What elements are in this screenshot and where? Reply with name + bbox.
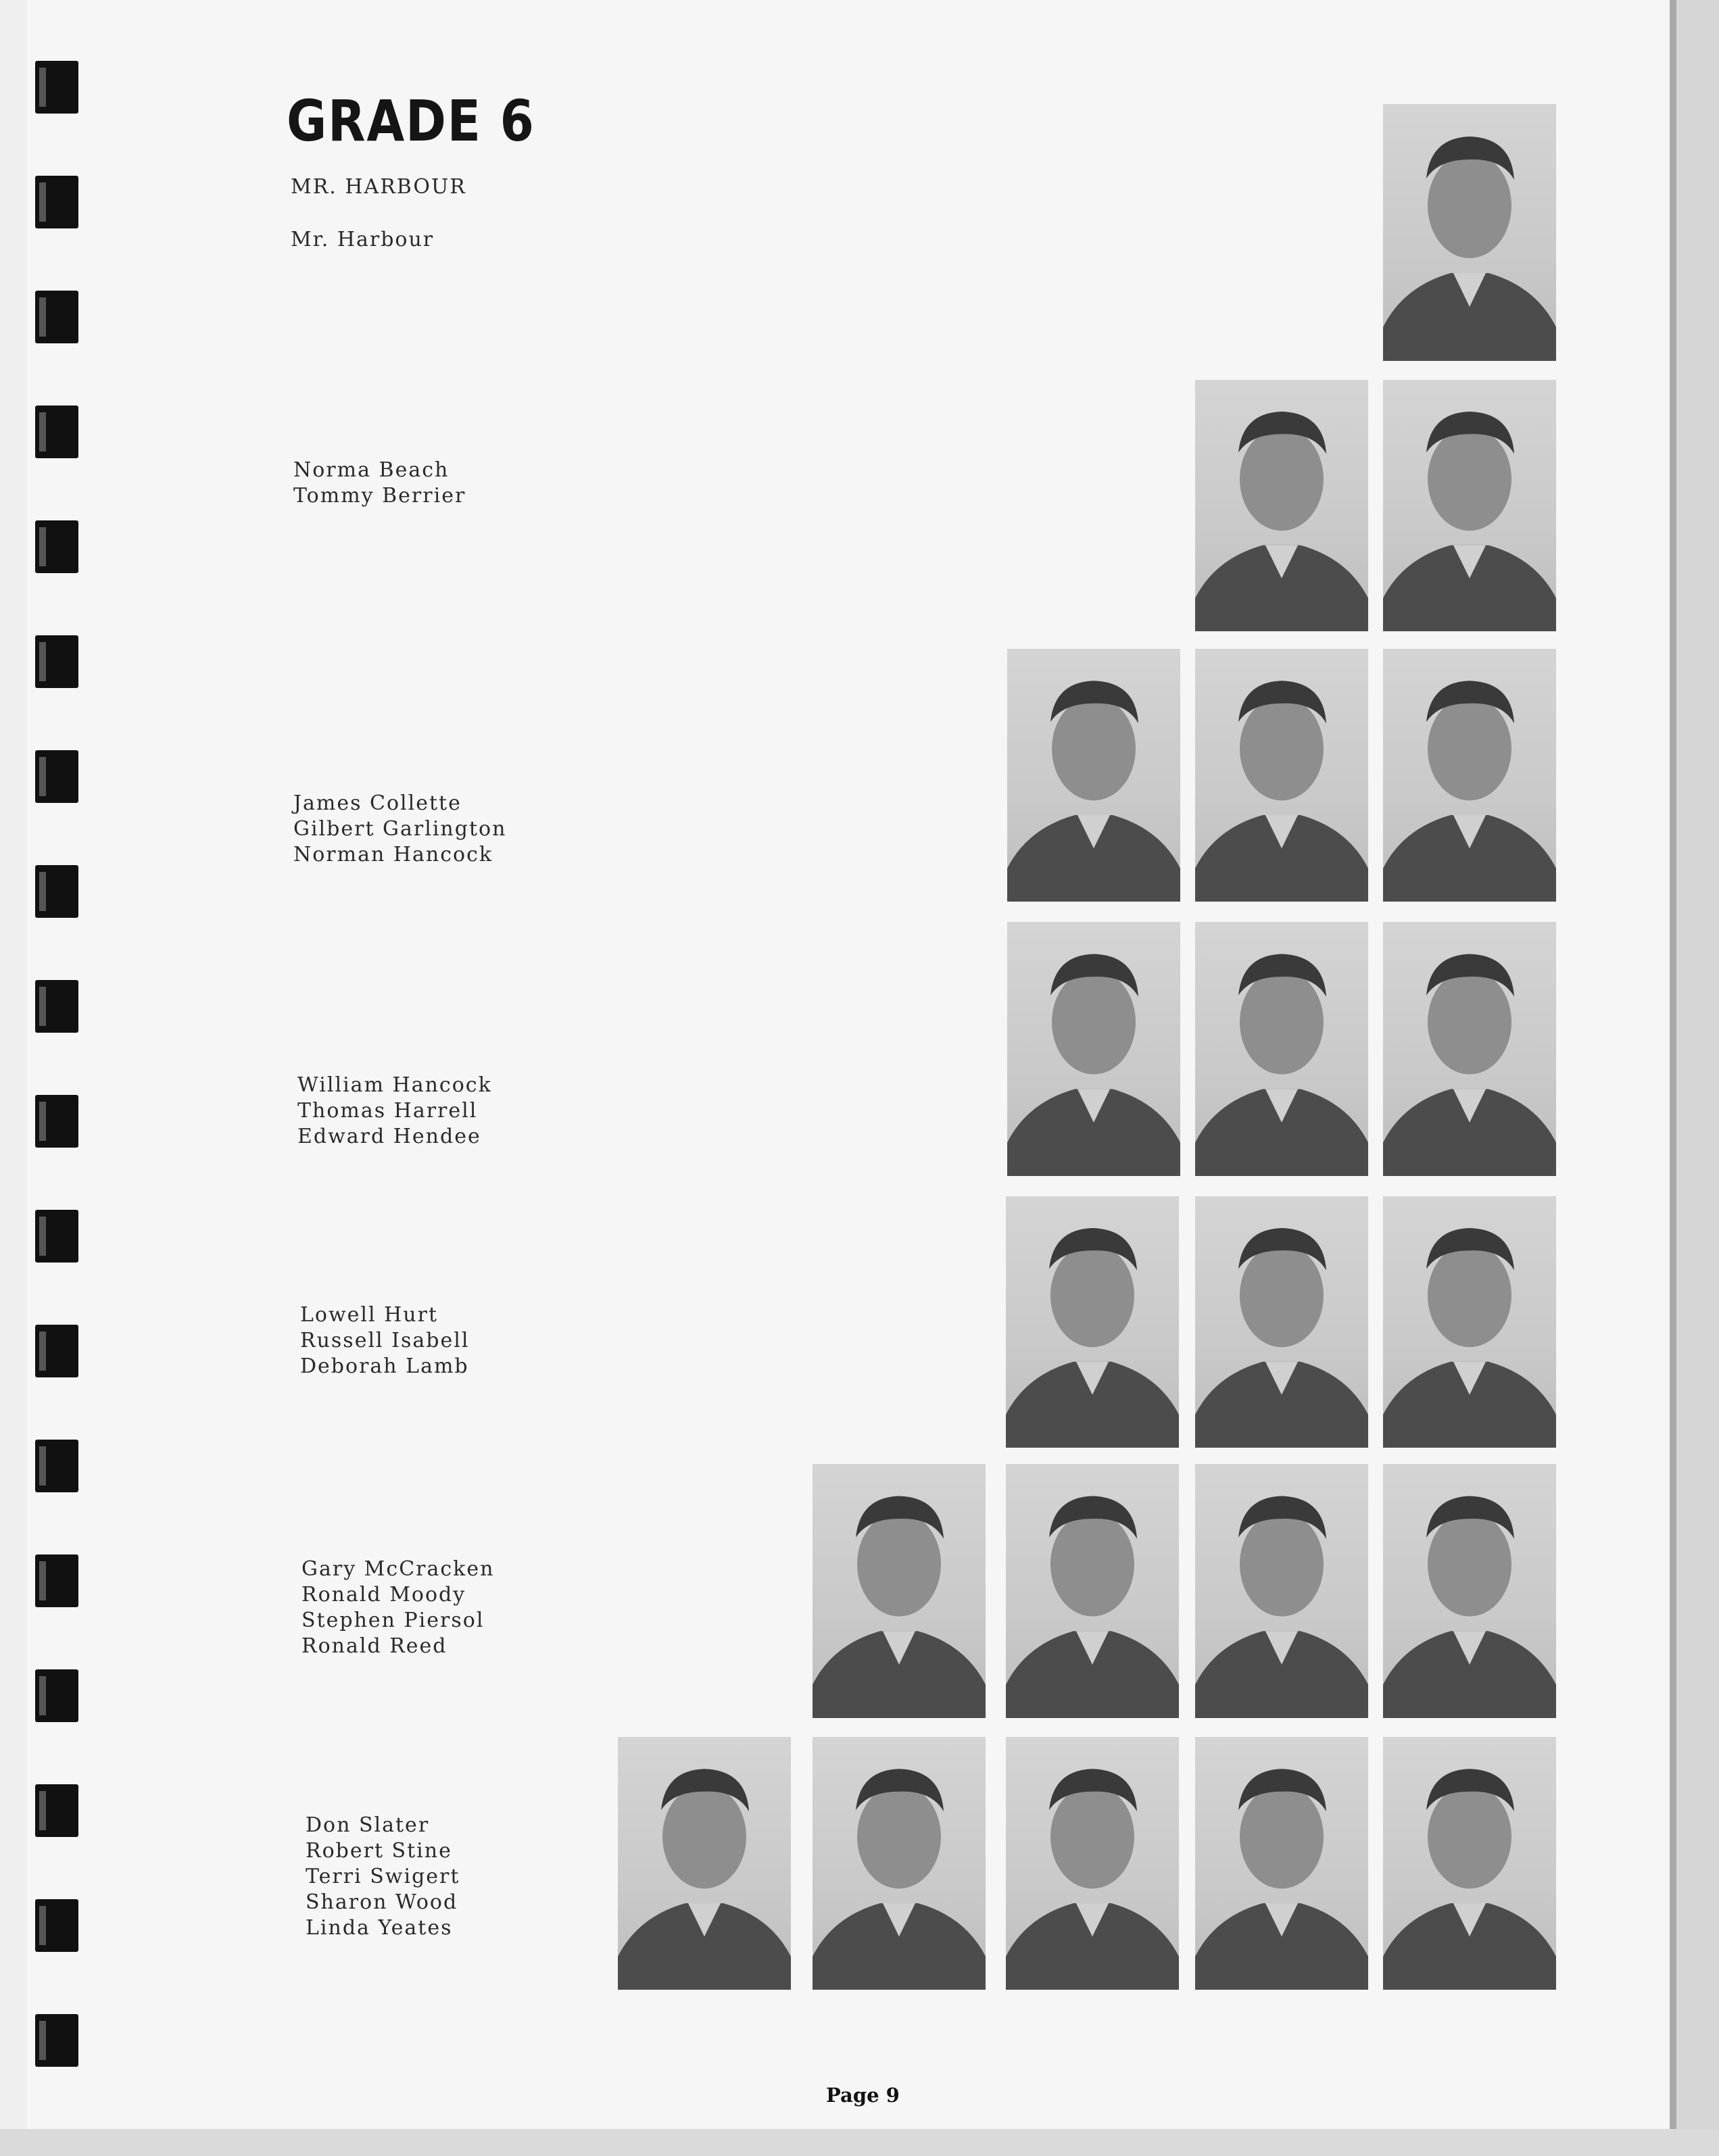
student-name: Don Slater: [306, 1813, 430, 1837]
student-photo: [1383, 1196, 1556, 1448]
student-photo: [1195, 1196, 1368, 1448]
student-name: Lowell Hurt: [300, 1303, 439, 1327]
spiral-binding: [35, 54, 78, 2109]
binding-ring: [35, 1210, 78, 1263]
student-photo: [1006, 1464, 1179, 1718]
teacher-caption: Mr. Harbour: [291, 228, 435, 251]
teacher-heading: MR. HARBOUR: [291, 175, 466, 199]
binding-ring: [35, 635, 78, 688]
student-name: Gary McCracken: [301, 1557, 495, 1581]
binding-ring: [35, 1669, 78, 1722]
name-list-row-2: [293, 791, 506, 868]
page-edge: [1676, 0, 1719, 2156]
student-photo: [813, 1464, 986, 1718]
binding-ring: [35, 1325, 78, 1377]
binding-ring: [35, 1554, 78, 1607]
teacher-photo: [1383, 104, 1556, 361]
name-list-row-4: [300, 1302, 469, 1379]
student-photo: [1383, 380, 1556, 631]
binding-ring: [35, 61, 78, 114]
student-photo: [1195, 649, 1368, 902]
student-name: Tommy Berrier: [293, 484, 466, 508]
student-name: Deborah Lamb: [300, 1354, 469, 1378]
student-name: Terri Swigert: [306, 1865, 460, 1888]
bottom-edge: [0, 2129, 1719, 2156]
student-photo: [1383, 649, 1556, 902]
student-photo: [1195, 380, 1368, 631]
student-photo: [1383, 922, 1556, 1176]
student-photo: [618, 1737, 791, 1990]
student-name: Norma Beach: [293, 458, 450, 482]
binding-ring: [35, 1095, 78, 1148]
student-name: Robert Stine: [306, 1839, 452, 1863]
student-photo: [1195, 922, 1368, 1176]
page-edge-shadow: [1670, 0, 1676, 2156]
student-photo: [1383, 1464, 1556, 1718]
binding-ring: [35, 750, 78, 803]
student-name: Stephen Piersol: [301, 1609, 485, 1632]
student-photo: [1383, 1737, 1556, 1990]
student-photo: [1006, 1196, 1179, 1448]
student-name: Linda Yeates: [306, 1916, 453, 1940]
binding-ring: [35, 2014, 78, 2067]
binding-ring: [35, 1784, 78, 1837]
name-list-row-3: [297, 1073, 492, 1150]
student-name: Norman Hancock: [293, 843, 493, 866]
student-photo: [1006, 1737, 1179, 1990]
student-photo: [1195, 1464, 1368, 1718]
student-name: Ronald Moody: [301, 1583, 466, 1607]
name-list-row-5: [301, 1557, 494, 1659]
student-name: William Hancock: [297, 1073, 492, 1097]
student-name: Sharon Wood: [306, 1890, 458, 1914]
student-photo: [813, 1737, 986, 1990]
binding-ring: [35, 1440, 78, 1492]
page-title: GRADE 6: [287, 88, 535, 154]
binding-ring: [35, 980, 78, 1033]
student-name: Edward Hendee: [297, 1125, 481, 1148]
binding-ring: [35, 520, 78, 573]
binding-ring: [35, 865, 78, 918]
name-list-row-6: [306, 1813, 460, 1941]
student-photo: [1195, 1737, 1368, 1990]
student-photo: [1007, 649, 1180, 902]
student-name: Thomas Harrell: [297, 1099, 478, 1123]
student-name: Gilbert Garlington: [293, 817, 507, 841]
binding-ring: [35, 291, 78, 343]
student-photo: [1007, 922, 1180, 1176]
student-name: Ronald Reed: [301, 1634, 447, 1658]
binding-ring: [35, 406, 78, 458]
student-name: Russell Isabell: [300, 1329, 470, 1352]
page-number: Page 9: [826, 2084, 900, 2107]
student-name: James Collette: [293, 791, 462, 815]
name-list-row-1: [293, 458, 466, 509]
binding-ring: [35, 176, 78, 228]
binding-ring: [35, 1899, 78, 1952]
